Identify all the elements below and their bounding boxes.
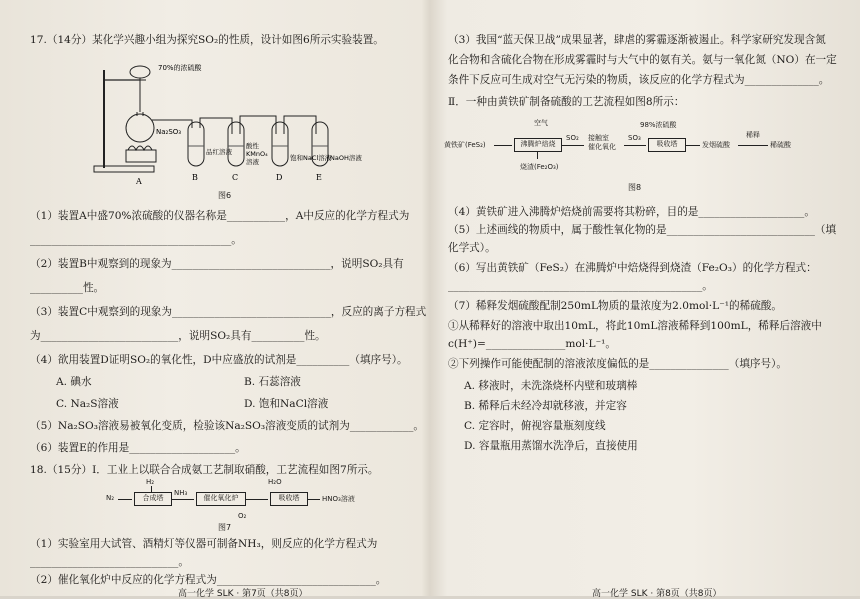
fig7-box-oxidizer: 催化氧化炉	[196, 492, 246, 506]
q18-7: （7）稀释发烟硫酸配制250mL物质的量浓度为2.0mol·L⁻¹的稀硫酸。	[448, 300, 783, 312]
figure-6-apparatus	[92, 50, 382, 190]
fig8-end: 稀硫酸	[770, 141, 791, 149]
fig7-product: HNO₃溶液	[322, 495, 355, 503]
fig8-acid98: 98%浓硫酸	[640, 121, 677, 129]
q18-7-option-d: D. 容量瓶用蒸馏水洗净后，直接使用	[464, 440, 638, 452]
fig7-box-absorber: 吸收塔	[270, 492, 308, 506]
q18-2: （2）催化氧化炉中反应的化学方程式为______________________________。	[30, 574, 387, 586]
fig8-box2-line1: 接触室	[588, 134, 609, 142]
q17-4: （4）欲用装置D证明SO₂的氧化性，D中应盛放的试剂是__________（填序号）。	[30, 354, 408, 366]
acid-label: 70%的浓硫酸	[158, 64, 202, 72]
fig8-arrow-1	[494, 145, 512, 146]
q17-1a: （1）装置A中盛70%浓硫酸的仪器名称是___________，A中反应的化学方程式为	[30, 210, 410, 222]
fig8-box-absorber: 吸收塔	[648, 138, 686, 152]
fig7-n2: N₂	[106, 494, 115, 502]
fig7-arrow-2	[172, 499, 194, 500]
fig8-arrow-5	[738, 145, 768, 146]
e-label: NaOH溶液	[330, 154, 362, 162]
q17-1b: ______________________________________。	[30, 234, 242, 246]
fig8-so3: SO₃	[628, 134, 641, 142]
fig8-box-furnace: 沸腾炉焙烧	[514, 138, 562, 152]
fig8-arrow-slag	[537, 151, 538, 159]
fig8-so2: SO₂	[566, 134, 579, 142]
letter-e: E	[316, 173, 322, 182]
option-a: A. 碘水	[56, 376, 92, 388]
fig8-start: 黄铁矿(FeS₂)	[444, 141, 486, 149]
q18-7-2: ②下列操作可能使配制的溶液浓度偏低的是_______________（填序号）。	[448, 358, 787, 370]
fig7-arrow-4	[308, 499, 320, 500]
q18-6b: ________________________________________________。	[448, 280, 713, 292]
fig7-arrow-1	[118, 499, 132, 500]
q18-7-option-a: A. 移液时，未洗涤烧杯内壁和玻璃棒	[464, 380, 638, 392]
fig7-h2o: H₂O	[268, 478, 282, 486]
q17-3a: （3）装置C中观察到的现象为______________________________，反应的离子方程式	[30, 306, 427, 318]
q18-3-line1: （3）我国“蓝天保卫战”成果显著，肆虐的雾霾逐渐被遏止。科学家研究发现含氮	[448, 34, 826, 46]
fig8-arrow-4	[686, 145, 700, 146]
q18-7-1b: c(H⁺)=_______________mol·L⁻¹。	[448, 338, 617, 350]
q17-heading: 17.（14分）某化学兴趣小组为探究SO₂的性质，设计如图6所示实验装置。	[30, 34, 384, 46]
fig7-arrow-h2	[151, 486, 152, 492]
q18-3-line2: 化合物和含硫化合物在形成雾霾时与大气中的氨有关。氨与一氧化氮（NO）在一定	[448, 54, 837, 66]
q18-1b: ____________________________。	[30, 556, 189, 568]
q18-5b: 化学式）。	[448, 242, 496, 254]
part-2-heading: Ⅱ．一种由黄铁矿制备硫酸的工艺流程如图8所示：	[448, 96, 685, 108]
q18-4: （4）黄铁矿进入沸腾炉焙烧前需要将其粉碎，目的是____________________。	[448, 206, 815, 218]
fig8-box2-line2: 催化氧化	[588, 143, 616, 151]
q17-6: （6）装置E的作用是____________________。	[30, 442, 246, 454]
figure-7-caption: 图7	[218, 523, 232, 532]
figure-8-caption: 图8	[628, 183, 642, 192]
fig8-dilute: 稀释	[746, 131, 760, 139]
fig8-arrow-2	[562, 145, 584, 146]
q17-2a: （2）装置B中观察到的现象为______________________________，说明SO₂具有	[30, 258, 404, 270]
na2so3-label: Na₂SO₃	[156, 128, 182, 136]
left-footer: 高一化学 SLK · 第7页（共8页）	[178, 589, 308, 599]
q17-2b: __________性。	[30, 282, 105, 294]
fig8-air: 空气	[534, 119, 548, 127]
figure-6-caption: 图6	[218, 191, 232, 200]
q18-7-1a: ①从稀释好的溶液中取出10mL，将此10mL溶液稀释到100mL，稀释后溶液中	[448, 320, 822, 332]
q18-1a: （1）实验室用大试管、酒精灯等仪器可制备NH₃，则反应的化学方程式为	[30, 538, 378, 550]
letter-a: A	[136, 177, 142, 186]
b-label: 品红溶液	[206, 148, 232, 156]
right-footer: 高一化学 SLK · 第8页（共8页）	[592, 589, 722, 599]
q18-heading: 18.（15分）Ⅰ．工业上以联合合成氨工艺制取硝酸，工艺流程如图7所示。	[30, 464, 379, 476]
letter-b: B	[192, 173, 198, 182]
option-b: B. 石蕊溶液	[244, 376, 301, 388]
letter-d: D	[276, 173, 283, 182]
q18-5a: （5）上述画线的物质中，属于酸性氧化物的是____________________________（填	[448, 224, 837, 236]
q18-3-line3: 条件下反应可生成对空气无污染的物质，该反应的化学方程式为______________。	[448, 74, 830, 86]
q17-3b: 为__________________________，说明SO₂具有__________性。	[30, 330, 326, 342]
c-label-2: KMnO₄	[246, 150, 268, 158]
option-c: C. Na₂S溶液	[56, 398, 119, 410]
fig7-arrow-3	[246, 499, 268, 500]
d-label: 饱和NaCl溶液	[290, 154, 332, 162]
option-d: D. 饱和NaCl溶液	[244, 398, 329, 410]
fig8-oleum: 发烟硫酸	[702, 141, 730, 149]
fig7-box-synthesis: 合成塔	[134, 492, 172, 506]
fig7-o2: O₂	[238, 512, 247, 520]
page-8	[442, 0, 846, 599]
q18-6a: （6）写出黄铁矿（FeS₂）在沸腾炉中焙烧得到烧渣（Fe₂O₃）的化学方程式：	[448, 262, 817, 274]
q18-7-option-c: C. 定容时，俯视容量瓶刻度线	[464, 420, 606, 432]
fig7-nh3: NH₃	[174, 489, 188, 497]
c-label-3: 溶液	[246, 158, 259, 166]
letter-c: C	[232, 173, 239, 182]
page-7	[22, 0, 430, 599]
fig8-arrow-3	[624, 145, 646, 146]
q17-5: （5）Na₂SO₃溶液易被氧化变质，检验该Na₂SO₃溶液变质的试剂为____________。	[30, 420, 424, 432]
fig7-h2: H₂	[146, 478, 155, 486]
q18-7-option-b: B. 稀释后未经冷却就移液，并定容	[464, 400, 627, 412]
c-label-1: 酸性	[246, 142, 259, 150]
fig8-slag: 烧渣(Fe₂O₃)	[520, 163, 559, 171]
fig8-contact-chamber	[588, 134, 616, 152]
